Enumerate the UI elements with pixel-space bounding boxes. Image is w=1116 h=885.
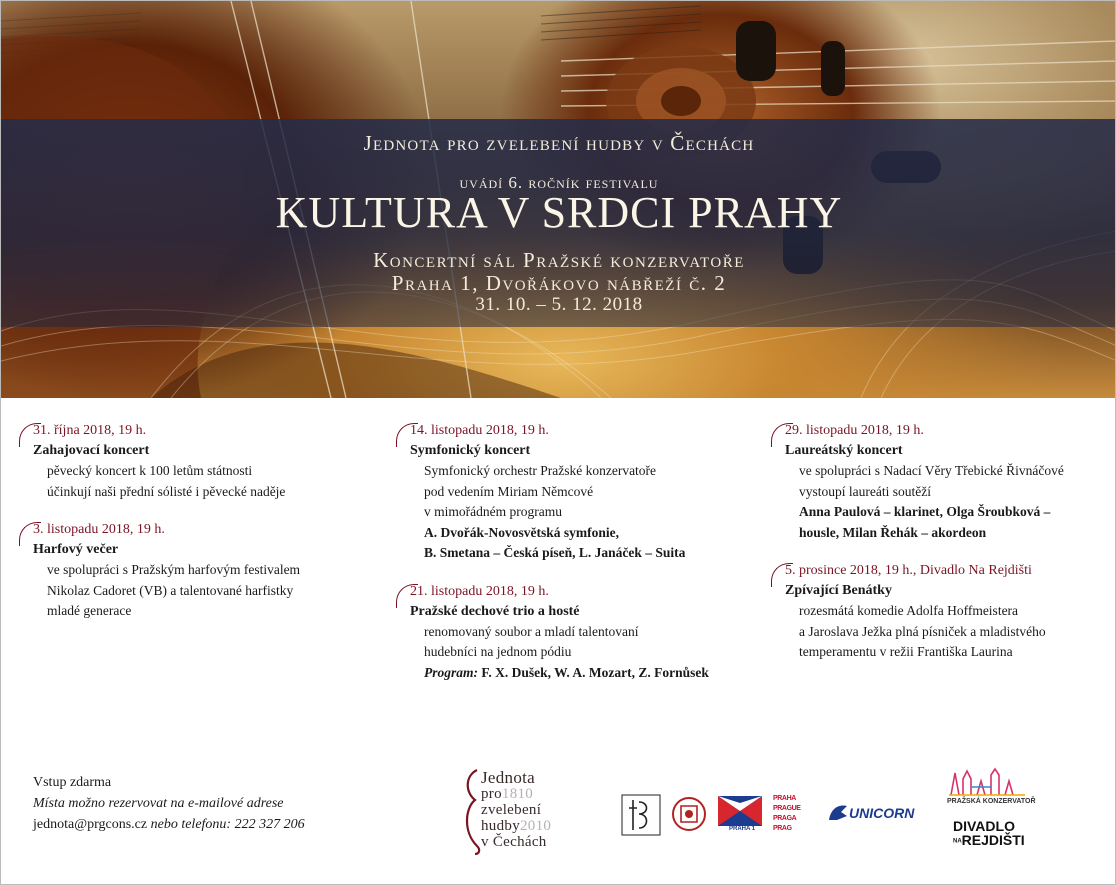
- decorative-arc: [19, 423, 41, 447]
- event: [396, 421, 709, 564]
- event-title: Pražské dechové trio a hosté: [410, 603, 580, 619]
- venue-name: Koncertní sál Pražské konzervatoře: [373, 248, 745, 272]
- event-line: pěvecký koncert k 100 letům státnosti: [47, 463, 253, 478]
- logo-word: PRAGA: [773, 815, 797, 822]
- event-line: účinkují naši přední sólisté i pěvecké naděje: [47, 483, 286, 499]
- decorative-arc: [771, 563, 793, 587]
- event-title: Harfový večer: [33, 542, 119, 557]
- event-date: 3. listopadu 2018, 19 h.: [33, 522, 165, 537]
- event-date: 14. listopadu 2018, 19 h.: [410, 423, 549, 438]
- logo-year: 2010: [520, 818, 552, 834]
- logo-word: zvelebení: [481, 802, 542, 818]
- logo-word: PRAHA: [773, 795, 796, 802]
- event-date: 5. prosince 2018, 19 h., Divadlo Na Rejdišti: [785, 563, 1032, 578]
- event-line: Symfonický orchestr Pražské konzervatoře: [424, 463, 657, 478]
- logo-word: DIVADLO: [953, 818, 1015, 834]
- foundation-logo-icon: [621, 794, 661, 836]
- reservation-note: Místa možno rezervovat na e-mailové adrese: [33, 796, 284, 811]
- divadlo-logo: [953, 819, 1025, 848]
- event-line: mladé generace: [47, 603, 132, 618]
- jednota-logo-text: [481, 770, 551, 850]
- program-column-1: [19, 421, 300, 640]
- logo-word: NA: [953, 838, 962, 845]
- logo-word: PRAGUE: [773, 805, 801, 812]
- logo-line: [481, 786, 551, 802]
- event-line: temperamentu v režii Františka Laurina: [799, 644, 1013, 659]
- event-title: Zpívající Benátky: [785, 583, 892, 598]
- event: [19, 520, 300, 622]
- praha1-label: PRAHA 1: [729, 826, 756, 832]
- logo-year: 1810: [501, 786, 534, 802]
- event-title: Symfonický koncert: [410, 443, 531, 458]
- event: [19, 421, 300, 502]
- event-date: 29. listopadu 2018, 19 h.: [785, 423, 924, 438]
- jednota-logo: [463, 766, 583, 856]
- event-performers: housle, Milan Řehák – akordeon: [799, 524, 987, 540]
- program-text: F. X. Dušek, W. A. Mozart, Z. Fornůsek: [478, 664, 709, 680]
- edition-line: uvádí 6. ročník festivalu: [459, 173, 659, 192]
- event-line: vystoupí laureáti soutěží: [799, 483, 931, 499]
- praha-city-logo: [773, 794, 801, 836]
- decorative-arc: [19, 522, 41, 546]
- logo-line: [481, 818, 551, 834]
- conservatory-skyline-icon: [947, 767, 1027, 797]
- entry-note: Vstup zdarma: [33, 775, 112, 790]
- unicorn-mark-icon: [827, 802, 849, 822]
- logo-word: pro: [481, 786, 502, 802]
- decorative-arc: [771, 423, 793, 447]
- phone-number: 222 327 206: [231, 817, 305, 832]
- event-line: ve spolupráci s Nadací Věry Třebické Řivnáčové: [799, 463, 1064, 478]
- email-link[interactable]: jednota@prgcons.cz: [33, 817, 148, 832]
- logo-line: [953, 833, 1025, 848]
- event-title: Zahajovací koncert: [33, 443, 150, 458]
- contact-line: [33, 814, 305, 835]
- logo-word: REJDIŠTI: [961, 832, 1025, 848]
- event: [771, 421, 1064, 543]
- event-line: a Jaroslava Ježka plná písniček a mladistvého: [799, 623, 1046, 639]
- event-program-line: B. Smetana – Česká píseň, L. Janáček – Suita: [424, 545, 686, 560]
- venue-address: Praha 1, Dvořákovo nábřeží č. 2: [391, 271, 727, 295]
- decorative-arc: [396, 584, 418, 608]
- event: [771, 561, 1064, 663]
- event-line: pod vedením Miriam Němcové: [424, 483, 594, 499]
- event-line: hudebníci na jednom pódiu: [424, 644, 572, 659]
- organizer-name: Jednota pro zvelebení hudby v Čechách: [363, 131, 755, 155]
- emblem-logo-icon: [671, 792, 707, 836]
- event: [396, 582, 709, 684]
- logo-word: hudby: [481, 818, 520, 834]
- event-line: Nikolaz Cadoret (VB) a talentované harfistky: [47, 582, 294, 598]
- festival-title: KULTURA V SRDCI PRAHY: [275, 188, 843, 237]
- program-column-2: [396, 421, 709, 701]
- event-program: [410, 663, 709, 684]
- event-line: v mimořádném programu: [424, 504, 562, 519]
- logo-word: v Čechách: [481, 834, 547, 850]
- event-program-line: A. Dvořák-Novosvětská symfonie,: [424, 524, 619, 540]
- event-line: rozesmátá komedie Adolfa Hoffmeistera: [799, 603, 1019, 618]
- footer-info: [33, 772, 305, 835]
- phone-label: nebo telefonu:: [147, 817, 232, 832]
- conservatory-label: PRAŽSKÁ KONZERVATOŘ: [947, 798, 1036, 805]
- decorative-arc: [396, 423, 418, 447]
- program-column-3: [771, 421, 1064, 681]
- unicorn-label: UNICORN: [849, 805, 915, 821]
- festival-dates: 31. 10. – 5. 12. 2018: [475, 294, 643, 315]
- logo-word: PRAG: [773, 825, 792, 832]
- event-line: ve spolupráci s Pražským harfovým festivalem: [47, 562, 301, 577]
- event-date: 21. listopadu 2018, 19 h.: [410, 583, 549, 599]
- event-performers: Anna Paulová – klarinet, Olga Šroubková –: [799, 504, 1051, 519]
- hero-banner: [1, 1, 1116, 398]
- event-line: renomovaný soubor a mladí talentovaní: [424, 623, 639, 639]
- logo-word: Jednota: [481, 768, 536, 787]
- event-title: Laureátský koncert: [785, 443, 903, 458]
- program-label: Program:: [424, 664, 478, 680]
- event-date: 31. října 2018, 19 h.: [33, 423, 147, 438]
